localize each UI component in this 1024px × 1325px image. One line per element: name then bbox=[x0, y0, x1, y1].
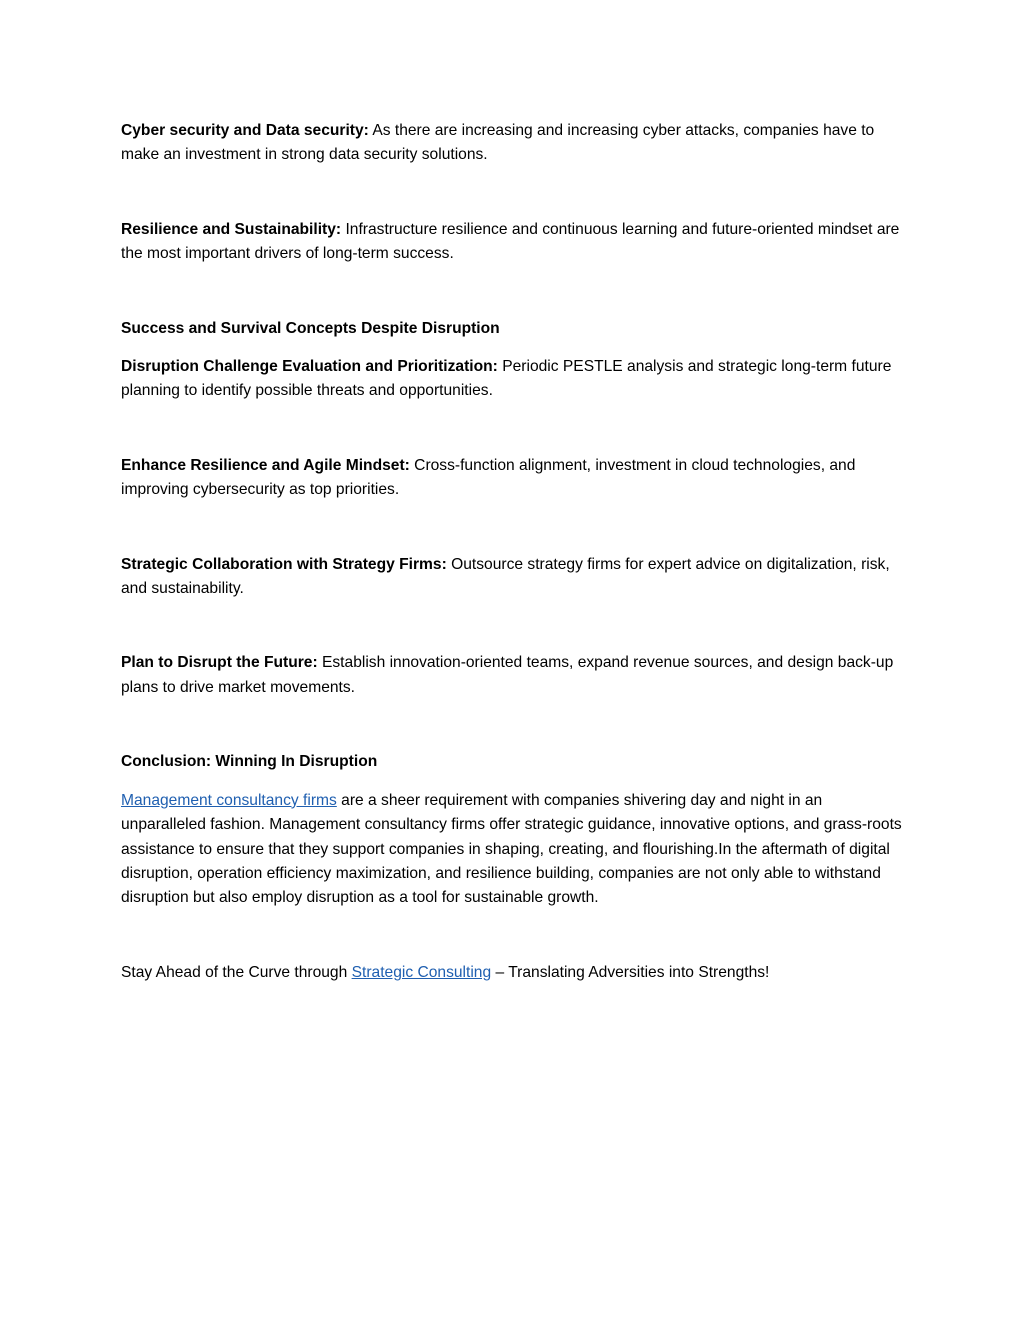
cyber-security-text: As there are increasing and increasing cyber attacks, companies have to make an investment in strong data security solutions. bbox=[121, 122, 875, 164]
cyber-security-paragraph bbox=[121, 119, 911, 168]
evaluation-text: Periodic PESTLE analysis and strategic long-term future planning to identify possible threats and opportunities. bbox=[121, 358, 892, 400]
conclusion-body: are a sheer requirement with companies shivering day and night in an unparalleled fashion. Management consultancy firms offer strategic guidance, innovative options, and grass-roots assistance to ensure that they support companies in shaping, creating, and flourishing.In the aftermath of digital disruption, operation efficiency maximization, and resilience building, companies are not only able to withstand disruption but also employ disruption as a tool for sustainable growth. bbox=[121, 791, 902, 907]
resilience-term: Resilience and Sustainability: bbox=[121, 220, 342, 238]
evaluation-term: Disruption Challenge Evaluation and Prioritization: bbox=[121, 358, 498, 376]
strategic-consulting-link[interactable]: Strategic Consulting bbox=[351, 963, 492, 981]
success-heading: Success and Survival Concepts Despite Disruption bbox=[121, 319, 500, 337]
agile-term: Enhance Resilience and Agile Mindset: bbox=[121, 456, 410, 474]
agile-text: Cross-function alignment, investment in cloud technologies, and improving cybersecurity as top priorities. bbox=[121, 456, 856, 499]
cta-after-text: – Translating Adversities into Strengths! bbox=[491, 963, 770, 981]
cta-paragraph bbox=[121, 961, 911, 985]
plan-text: Establish innovation-oriented teams, expand revenue sources, and design back-up plans to drive market movements. bbox=[121, 654, 894, 696]
evaluation-paragraph bbox=[121, 355, 911, 404]
resilience-text: Infrastructure resilience and continuous learning and future-oriented mindset are the most important drivers of long-term success. bbox=[121, 220, 900, 263]
collaboration-text: Outsource strategy firms for expert advice on digitalization, risk, and sustainability. bbox=[121, 555, 890, 598]
conclusion-paragraph bbox=[121, 789, 911, 911]
collaboration-paragraph bbox=[121, 553, 911, 602]
agile-paragraph bbox=[121, 454, 911, 503]
conclusion-heading: Conclusion: Winning In Disruption bbox=[121, 753, 378, 771]
collaboration-term: Strategic Collaboration with Strategy Firms: bbox=[121, 555, 447, 573]
cyber-security-term: Cyber security and Data security: bbox=[121, 122, 369, 139]
plan-paragraph bbox=[121, 651, 911, 700]
plan-term: Plan to Disrupt the Future: bbox=[121, 654, 318, 672]
cta-before-text: Stay Ahead of the Curve through bbox=[121, 963, 352, 981]
management-consultancy-link[interactable]: Management consultancy firms bbox=[121, 791, 337, 809]
resilience-paragraph bbox=[121, 218, 911, 267]
document-content bbox=[121, 119, 911, 985]
